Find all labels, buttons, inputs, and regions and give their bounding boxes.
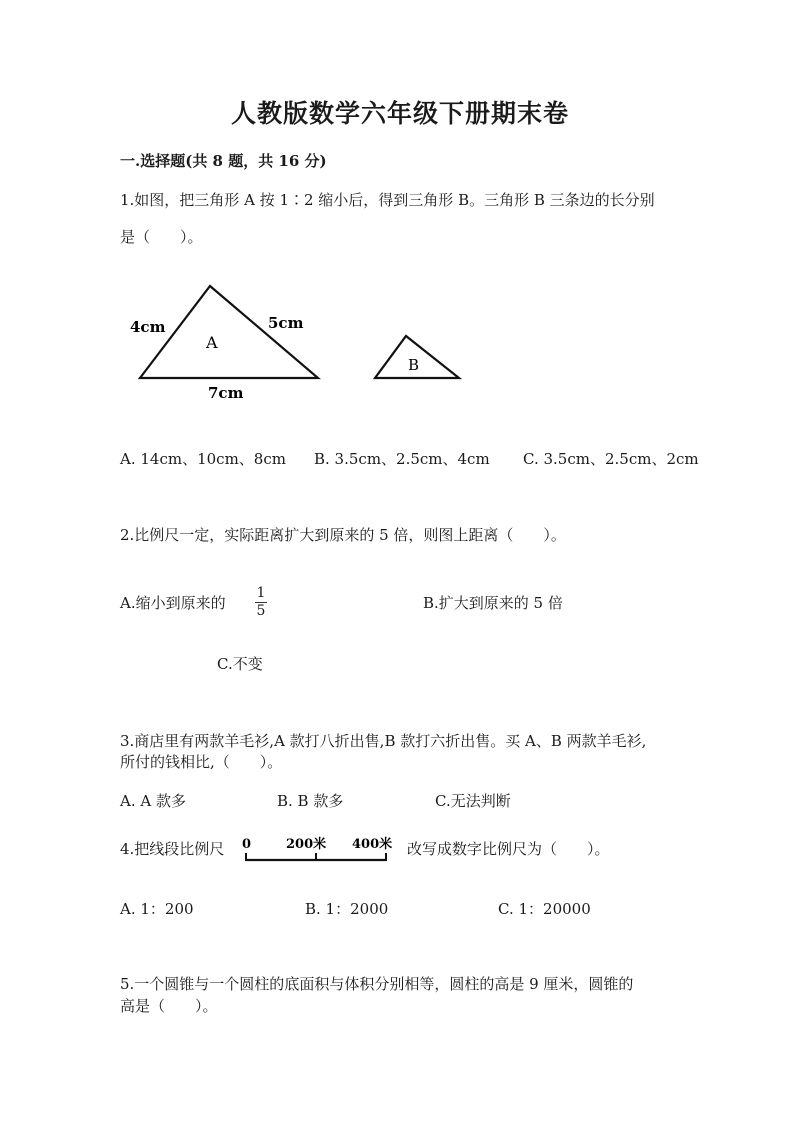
question-3-line-1: 3.商店里有两款羊毛衫,A 款打八折出售,B 款打六折出售。买 A、B 两款羊毛衫, — [120, 732, 647, 750]
question-5-line-1: 5.一个圆锥与一个圆柱的底面积与体积分别相等，圆柱的高是 9 厘米，圆锥的 — [120, 975, 634, 993]
fraction-numerator: 1 — [256, 585, 266, 601]
scale-label-0: 0 — [242, 837, 252, 852]
scale-label-400: 400米 — [352, 837, 393, 852]
question-2-fraction — [255, 585, 267, 620]
question-1-line-2: 是（ ）。 — [120, 228, 203, 246]
section-heading: 一.选择题(共 8 题，共 16 分) — [120, 152, 327, 170]
triangle-b-label: B — [408, 356, 420, 374]
triangle-a — [140, 286, 318, 378]
question-1-option-c[interactable]: C. 3.5cm、2.5cm、2cm — [523, 450, 699, 468]
question-3-option-a[interactable]: A. A 款多 — [120, 792, 186, 810]
triangle-a-label: A — [206, 333, 218, 352]
question-1-option-b[interactable]: B. 3.5cm、2.5cm、4cm — [314, 450, 490, 468]
question-2-option-a[interactable]: A.缩小到原来的 — [120, 594, 226, 612]
question-4-suffix: 改写成数字比例尺为（ ）。 — [407, 840, 610, 858]
question-4-option-b[interactable]: B. 1：2000 — [305, 900, 389, 918]
question-2-option-b[interactable]: B.扩大到原来的 5 倍 — [423, 594, 563, 612]
question-5-line-2: 高是（ ）。 — [120, 997, 218, 1015]
question-3-option-c[interactable]: C.无法判断 — [435, 792, 511, 810]
triangle-a-bottom-side-label: 7cm — [208, 384, 244, 402]
question-1-option-a[interactable]: A. 14cm、10cm、8cm — [120, 450, 286, 468]
question-3-option-b[interactable]: B. B 款多 — [277, 792, 344, 810]
question-4-prefix: 4.把线段比例尺 — [120, 840, 225, 858]
question-1-line-1: 1.如图，把三角形 A 按 1∶2 缩小后，得到三角形 B。三角形 B 三条边的长分别 — [120, 191, 655, 209]
page-title: 人教版数学六年级下册期末卷 — [230, 99, 569, 128]
triangle-a-left-side-label: 4cm — [130, 318, 166, 336]
triangles-figure — [120, 280, 480, 410]
scale-label-200: 200米 — [286, 837, 327, 852]
question-4-option-a[interactable]: A. 1：200 — [120, 900, 194, 918]
question-2-line-1: 2.比例尺一定，实际距离扩大到原来的 5 倍，则图上距离（ ）。 — [120, 526, 566, 544]
fraction-denominator: 5 — [256, 603, 266, 619]
line-segment-scale — [240, 832, 400, 866]
question-4-option-c[interactable]: C. 1：20000 — [498, 900, 591, 918]
question-2-option-c[interactable]: C.不变 — [217, 655, 263, 673]
triangle-a-right-side-label: 5cm — [268, 314, 304, 332]
question-3-line-2: 所付的钱相比,（ ）。 — [120, 753, 283, 771]
